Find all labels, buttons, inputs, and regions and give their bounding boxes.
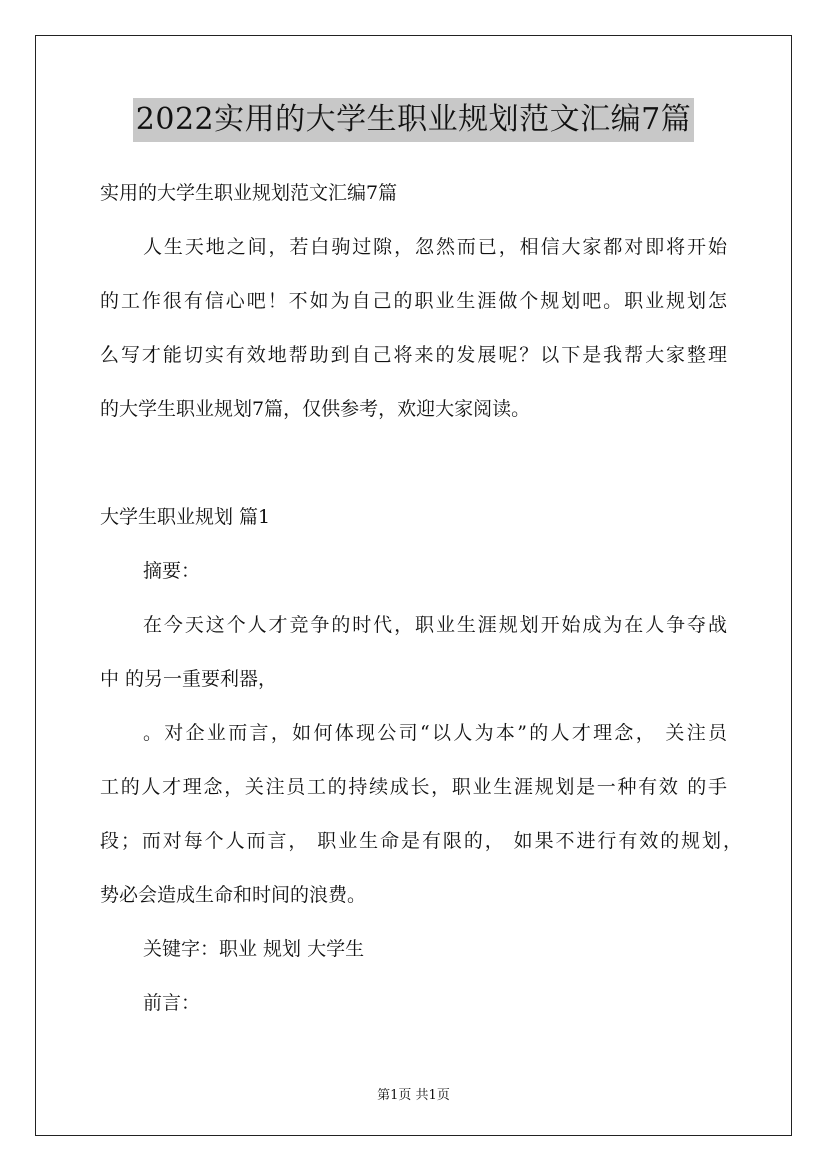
section-heading: 大学生职业规划 篇1 — [100, 506, 271, 528]
paragraph2-line-2: 工的人才理念，关注员工的持续成长，职业生涯规划是一种有效 的手 — [100, 776, 727, 798]
keywords-line: 关键字：职业 规划 大学生 — [143, 938, 365, 960]
paragraph2-line-1: 。对企业而言，如何体现公司“以人为本”的人才理念， 关注员 — [143, 722, 727, 744]
abstract-line-1: 在今天这个人才竞争的时代，职业生涯规划开始成为在人争夺战 — [143, 614, 727, 636]
title-wrap — [0, 98, 827, 142]
intro-line-3: 么写才能切实有效地帮助到自己将来的发展呢？以下是我帮大家整理 — [100, 344, 727, 366]
abstract-line-2: 中 的另一重要利器， — [100, 668, 278, 690]
intro-line-2: 的工作很有信心吧！不如为自己的职业生涯做个规划吧。职业规划怎 — [100, 290, 727, 312]
preface-label: 前言： — [143, 992, 201, 1014]
intro-line-1: 人生天地之间，若白驹过隙，忽然而已，相信大家都对即将开始 — [143, 236, 727, 258]
page-footer: 第1页 共1页 — [377, 1088, 450, 1103]
intro-line-4: 的大学生职业规划7篇，仅供参考，欢迎大家阅读。 — [100, 398, 531, 420]
abstract-label: 摘要： — [143, 560, 201, 582]
document-subtitle: 实用的大学生职业规划范文汇编7篇 — [100, 182, 398, 204]
document-title: 2022实用的大学生职业规划范文汇编7篇 — [133, 98, 694, 142]
paragraph2-line-3: 段；而对每个人而言， 职业生命是有限的， 如果不进行有效的规划， — [100, 830, 742, 852]
paragraph2-line-4: 势必会造成生命和时间的浪费。 — [100, 884, 367, 906]
